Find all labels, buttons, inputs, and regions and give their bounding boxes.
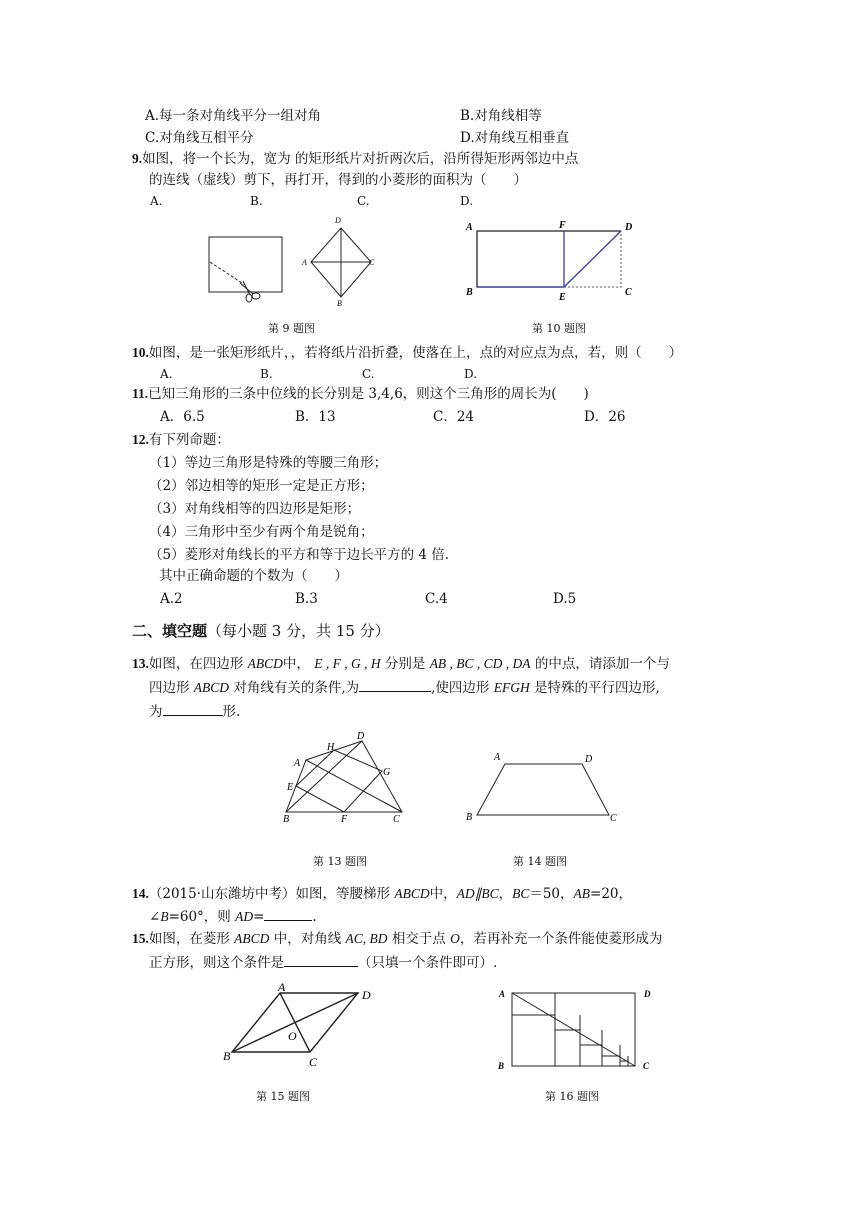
q14-t1b: ABCD: [394, 886, 430, 901]
fig10-label-c: C: [625, 287, 632, 298]
q15-t1b: ABCD: [234, 931, 270, 946]
q12-item-3: （3）对角线相等的四边形是矩形；: [149, 501, 361, 517]
q14-number: 14.: [132, 886, 149, 901]
q13-t2e: EFGH: [493, 680, 530, 695]
q8-option-d: D.对角线互相垂直: [460, 130, 570, 146]
q9-option-b: B.: [250, 194, 263, 208]
q13-t1d: E , F , G , H: [314, 656, 381, 671]
figure-16: [512, 993, 635, 1066]
q14-t2e: =: [253, 909, 265, 925]
q12-option-a: A.2: [160, 591, 183, 607]
fig14-label-d: D: [585, 754, 593, 765]
fig13-label-b: B: [283, 814, 290, 825]
q8-option-c: C.对角线互相平分: [145, 130, 254, 146]
section-2-title: 二、填空题: [132, 622, 208, 640]
fig15-label-c: C: [309, 1055, 318, 1069]
q13-answer-blank-1[interactable]: [359, 691, 431, 692]
q11-option-d: D．26: [584, 409, 626, 425]
q13-t2d: ,使四边形: [431, 680, 490, 696]
figure-9-caption: 第 9 题图: [268, 322, 315, 335]
q14-t1c: 中，: [429, 886, 457, 902]
q15-t1c: 中，对角线: [273, 931, 342, 947]
q13-answer-blank-2[interactable]: [163, 715, 223, 716]
q15-line-1: [132, 930, 662, 948]
figure-10: [477, 231, 621, 287]
q9-line-2: 的连线（虚线）剪下，再打开，得到的小菱形的面积为（ ）: [149, 172, 527, 188]
q11-option-b: B．13: [295, 409, 336, 425]
q14-t1e: ，: [498, 886, 513, 902]
figure-15-caption: 第 15 题图: [256, 1090, 310, 1103]
q14-line-2: [149, 908, 317, 926]
figure-14-caption: 第 14 题图: [513, 855, 567, 868]
q12-item-1: （1）等边三角形是特殊的等腰三角形；: [149, 455, 388, 471]
figure-10-caption: 第 10 题图: [532, 322, 586, 335]
fig14-label-a: A: [494, 752, 501, 763]
q14-t2c: =60°，则: [168, 909, 231, 925]
q9-number: 9.: [132, 151, 143, 166]
q11-line: [132, 385, 589, 403]
q15-t1d: AC, BD: [345, 931, 388, 946]
fig13-label-d: D: [357, 731, 365, 742]
q9-text-1: 如图，将一个长为，宽为 的矩形纸片对折两次后，沿所得矩形两邻边中点: [142, 151, 579, 167]
figure-13-caption: 第 13 题图: [313, 855, 367, 868]
q9-option-a: A.: [150, 194, 163, 208]
fig10-label-f: F: [559, 220, 566, 231]
q12-option-d: D.5: [553, 591, 577, 607]
q10-number: 10.: [132, 345, 149, 360]
q13-t1g: 的中点，请添加一个与: [534, 656, 670, 672]
q10-option-b: B.: [260, 367, 273, 381]
figure-14-trapezoid: [477, 764, 609, 815]
q15-line-2: [149, 954, 497, 972]
fig15-label-b: B: [223, 1049, 231, 1063]
q10-option-d: D.: [464, 367, 478, 381]
q8-option-b: B.对角线相等: [460, 108, 542, 124]
q14-t2a: ∠: [149, 909, 161, 925]
fig13-label-a: A: [294, 758, 301, 769]
q10-option-a: A.: [160, 367, 173, 381]
fig15-label-a: A: [278, 980, 286, 994]
q13-t1a: 如图，在四边形: [148, 656, 244, 672]
fig10-label-e: E: [559, 292, 566, 303]
q13-t1f: AB , BC , CD , DA: [429, 656, 531, 671]
fig13-label-f: F: [341, 814, 348, 825]
q14-t1d: AD∥BC: [456, 886, 499, 901]
q14-t2d: AD: [235, 909, 254, 924]
q13-number: 13.: [132, 656, 149, 671]
q11-number: 11.: [132, 386, 149, 401]
q15-t1f: O: [450, 931, 460, 946]
q14-t1f: BC: [512, 886, 530, 901]
q12-line: [132, 431, 230, 449]
fig14-label-c: C: [610, 813, 617, 824]
fig9-label-d: D: [335, 216, 341, 225]
figure-16-caption: 第 16 题图: [545, 1090, 599, 1103]
q10-line: [132, 344, 682, 362]
q12-option-c: C.4: [425, 591, 448, 607]
q9-option-c: C.: [357, 194, 370, 208]
fig16-label-c: C: [643, 1061, 650, 1071]
q13-t1c: 中，: [282, 656, 310, 672]
fig13-label-g: G: [383, 767, 391, 778]
fig14-label-b: B: [466, 812, 473, 823]
figure-9-rhombus: [311, 228, 371, 297]
q14-t2f: .: [312, 909, 317, 925]
q13-line-3: [149, 703, 240, 721]
fig10-label-b: B: [466, 287, 473, 298]
q11-option-c: C．24: [433, 409, 475, 425]
q15-number: 15.: [132, 931, 149, 946]
q13-t2c: 对角线有关的条件,为: [233, 680, 360, 696]
q15-t1a: 如图，在菱形: [148, 931, 230, 947]
fig13-label-c: C: [393, 814, 400, 825]
figure-9-rectangle: [209, 237, 282, 292]
scissors-icon: [240, 281, 260, 302]
q14-answer-blank[interactable]: [264, 920, 312, 921]
q15-answer-blank[interactable]: [284, 966, 358, 967]
fig9-label-b: B: [337, 299, 342, 308]
fig16-label-d: D: [644, 989, 651, 999]
q12-option-b: B.3: [295, 591, 318, 607]
q12-item-5: （5）菱形对角线长的平方和等于边长平方的 4 倍.: [149, 547, 450, 563]
section-2-heading: [132, 622, 390, 640]
fig13-label-e: E: [287, 782, 294, 793]
figure-13: [286, 741, 402, 812]
q14-t1a: （2015·山东潍坊中考）如图，等腰梯形: [148, 886, 391, 902]
q12-number: 12.: [132, 432, 149, 447]
q13-t2b: ABCD: [193, 680, 230, 695]
figure-15-rhombus: [232, 993, 358, 1052]
fig10-label-d: D: [625, 222, 633, 233]
q11-option-a: A．6.5: [160, 409, 205, 425]
q13-line-2: [149, 679, 660, 697]
fig9-label-c: C: [369, 258, 375, 267]
q15-t2a: 正方形，则这个条件是: [149, 955, 284, 971]
q12-item-4: （4）三角形中至少有两个角是锐角；: [149, 524, 374, 540]
fig9-label-a: A: [302, 258, 307, 267]
section-2-note: （每小题 3 分，共 15 分）: [207, 622, 390, 640]
q12-text: 有下列命题：: [148, 432, 230, 448]
fig15-label-o: O: [288, 1029, 297, 1043]
q15-t1g: ，若再补充一个条件能使菱形成为: [459, 931, 663, 947]
q8-option-a: A.每一条对角线平分一组对角: [145, 108, 322, 124]
q13-t1e: 分别是: [384, 656, 426, 672]
q9-line-1: [132, 150, 578, 168]
q13-t2a: 四边形: [149, 680, 190, 696]
q15-t2b: （只填一个条件即可）.: [358, 955, 498, 971]
fig13-label-h: H: [327, 742, 335, 753]
q13-line-1: [132, 655, 670, 673]
fig15-label-d: D: [362, 988, 371, 1002]
q13-t2f: 是特殊的平行四边形,: [534, 680, 660, 696]
fig16-label-a: A: [499, 989, 506, 999]
q12-question: 其中正确命题的个数为（ ）: [159, 568, 348, 584]
q13-t3b: 形.: [222, 704, 241, 720]
q14-t1i: =20，: [590, 886, 633, 902]
q14-t1g: ＝50，: [529, 886, 574, 902]
q14-line-1: [132, 885, 632, 903]
q15-t1e: 相交于点: [391, 931, 446, 947]
q13-t1b: ABCD: [247, 656, 283, 671]
q9-option-d: D.: [460, 194, 474, 208]
q11-text: 已知三角形的三条中位线的长分别是 3,4,6，则这个三角形的周长为( ): [148, 386, 589, 402]
q13-t3a: 为: [149, 704, 163, 720]
q10-option-c: C.: [362, 367, 375, 381]
fig16-label-b: B: [498, 1061, 505, 1071]
fig10-label-a: A: [466, 222, 473, 233]
q12-item-2: （2）邻边相等的矩形一定是正方形；: [149, 478, 374, 494]
q14-t1h: AB: [573, 886, 591, 901]
q14-t2b: B: [160, 909, 169, 924]
q10-text: 如图，是一张矩形纸片，，若将纸片沿折叠，使落在上，点的对应点为点，若，则（ ）: [148, 345, 683, 361]
